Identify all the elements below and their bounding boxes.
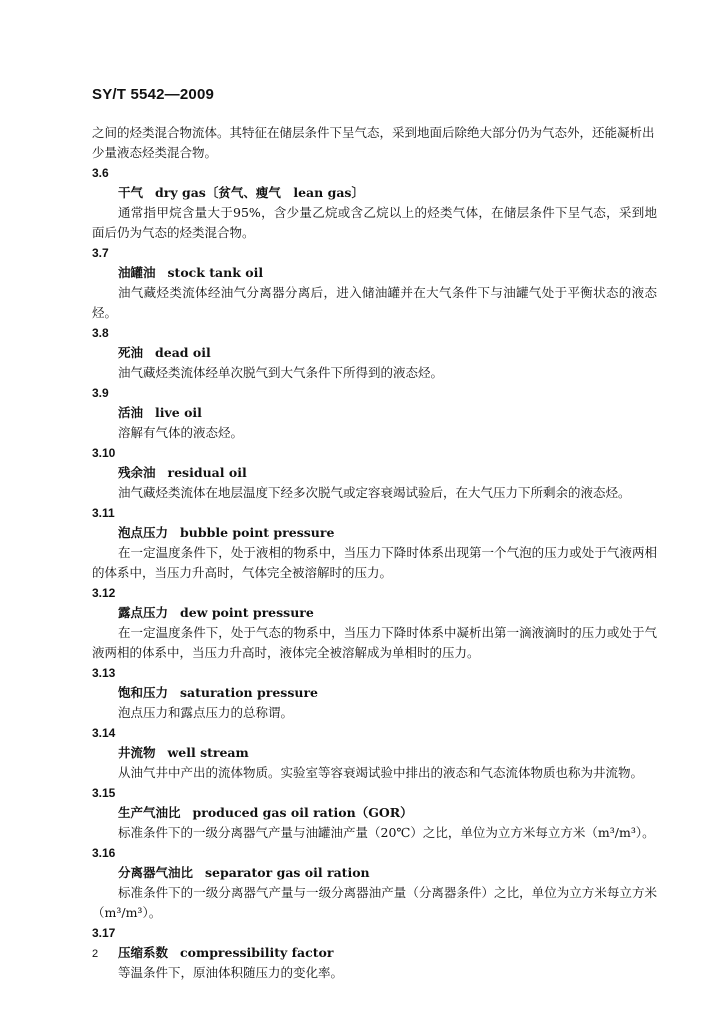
- term-entries: [92, 163, 657, 983]
- term-english: separator gas oil ration: [205, 865, 370, 880]
- term-definition: 通常指甲烷含量大于95%，含少量乙烷或含乙烷以上的烃类气体，在储层条件下呈气态，采到地面后仍为气态的烃类混合物。: [92, 205, 657, 240]
- term-chinese: 分离器气油比: [118, 865, 194, 880]
- term-english: well stream: [167, 745, 249, 760]
- term-chinese: 饱和压力: [118, 685, 169, 700]
- term-definition: 标准条件下的一级分离器气产量与一级分离器油产量（分离器条件）之比，单位为立方米每立方米（m³/m³）。: [92, 885, 657, 920]
- document-body: [92, 123, 657, 983]
- term-chinese: 生产气油比: [118, 805, 181, 820]
- clause-number: 3.9: [92, 386, 109, 400]
- term-definition: 油气藏烃类流体经油气分离器分离后，进入储油罐并在大气条件下与油罐气处于平衡状态的液态烃。: [92, 285, 657, 320]
- page-number: 2: [92, 948, 99, 960]
- term-heading: [118, 343, 657, 363]
- term-english: compressibility factor: [180, 945, 334, 960]
- term-definition: 等温条件下，原油体积随压力的变化率。: [118, 965, 344, 980]
- term-english: bubble point pressure: [180, 525, 335, 540]
- term-definition: 从油气井中产出的流体物质。实验室等容衰竭试验中排出的液态和气态流体物质也称为井流物。: [118, 765, 644, 780]
- clause-number: 3.7: [92, 246, 109, 260]
- term-heading: [118, 943, 657, 963]
- term-chinese: 死油: [118, 345, 144, 360]
- term-chinese: 泡点压力: [118, 525, 169, 540]
- term-english: saturation pressure: [180, 685, 318, 700]
- intro-paragraph: 之间的烃类混合物流体。其特征在储层条件下呈气态，采到地面后除绝大部分仍为气态外，还能凝析出少量液态烃类混合物。: [92, 125, 655, 160]
- clause-number: 3.12: [92, 586, 116, 600]
- term-chinese: 残余油: [118, 465, 156, 480]
- term-chinese: 干气: [118, 185, 144, 200]
- clause-number: 3.17: [92, 926, 116, 940]
- term-definition: 油气藏烃类流体经单次脱气到大气条件下所得到的液态烃。: [118, 365, 444, 380]
- clause-number: 3.10: [92, 446, 116, 460]
- term-english: dry gas〔贫气、瘦气 lean gas〕: [155, 185, 364, 200]
- term-heading: [118, 603, 657, 623]
- term-english: stock tank oil: [167, 265, 264, 280]
- term-english: produced gas oil ration（GOR）: [192, 805, 413, 820]
- clause-number: 3.15: [92, 786, 116, 800]
- term-definition: 泡点压力和露点压力的总称谓。: [118, 705, 294, 720]
- term-chinese: 压缩系数: [118, 945, 169, 960]
- term-definition: 标准条件下的一级分离器气产量与油罐油产量（20℃）之比，单位为立方米每立方米（m³/m³）。: [118, 825, 655, 840]
- term-english: live oil: [155, 405, 202, 420]
- term-chinese: 活油: [118, 405, 144, 420]
- term-chinese: 井流物: [118, 745, 156, 760]
- term-chinese: 露点压力: [118, 605, 169, 620]
- term-chinese: 油罐油: [118, 265, 156, 280]
- term-definition: 在一定温度条件下，处于气态的物系中，当压力下降时体系中凝析出第一滴液滴时的压力或处于气液两相的体系中，当压力升高时，液体完全被溶解成为单相时的压力。: [92, 625, 657, 660]
- term-heading: [118, 743, 657, 763]
- term-heading: [118, 683, 657, 703]
- standard-code-header: SY/T 5542—2009: [92, 86, 215, 103]
- term-definition: 溶解有气体的液态烃。: [118, 425, 244, 440]
- term-english: dead oil: [155, 345, 211, 360]
- term-heading: [118, 403, 657, 423]
- clause-number: 3.16: [92, 846, 116, 860]
- term-heading: [118, 263, 657, 283]
- term-heading: [118, 523, 657, 543]
- clause-number: 3.6: [92, 166, 109, 180]
- term-english: dew point pressure: [180, 605, 314, 620]
- term-definition: 在一定温度条件下，处于液相的物系中，当压力下降时体系出现第一个气泡的压力或处于气液两相的体系中，当压力升高时，气体完全被溶解时的压力。: [92, 545, 657, 580]
- term-heading: [118, 463, 657, 483]
- term-english: residual oil: [167, 465, 247, 480]
- clause-number: 3.14: [92, 726, 116, 740]
- clause-number: 3.13: [92, 666, 116, 680]
- clause-number: 3.11: [92, 506, 115, 520]
- term-heading: [118, 183, 657, 203]
- term-heading: [118, 803, 657, 823]
- clause-number: 3.8: [92, 326, 109, 340]
- term-definition: 油气藏烃类流体在地层温度下经多次脱气或定容衰竭试验后，在大气压力下所剩余的液态烃。: [118, 485, 631, 500]
- term-heading: [118, 863, 657, 883]
